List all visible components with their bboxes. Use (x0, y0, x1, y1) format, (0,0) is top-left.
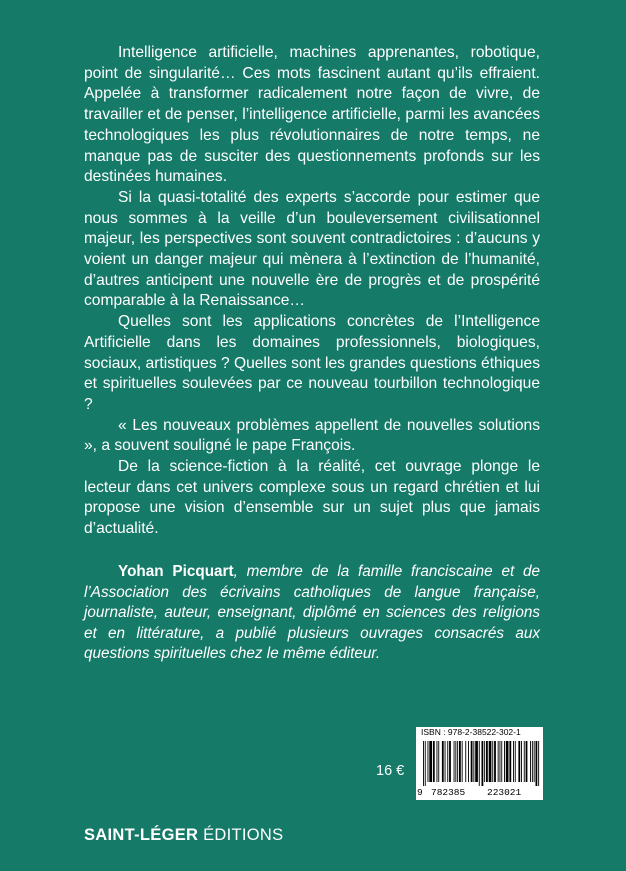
barcode-bar (530, 741, 531, 782)
summary-paragraph-1: Intelligence artificielle, machines apprenantes, robotique, point de singularité… Ces mots fascinent autant qu’ils effraient. Appelée à transformer radicalement notre façon de vivre, de travailler et de penser, l’intelligence artificielle, parmi les avancées technologiques les plus révolutionnaires de notre temps, ne manque pas de susciter des questionnements profonds sur les destinées humaines. (84, 44, 540, 186)
publisher-suffix: ÉDITIONS (198, 826, 284, 844)
summary-paragraph-3: Quelles sont les applications concrètes de l’Intelligence Artificielle dans les domaines professionnels, biologiques, sociaux, artistiques ? Quelles sont les grandes questions éthiques et spirituelles soulevées par ce nouveau tourbillon technologique ? (84, 313, 540, 413)
barcode-bar (501, 741, 502, 782)
summary-paragraph-5: De la science-fiction à la réalité, cet ouvrage plonge le lecteur dans cet univers complexe sous un regard chrétien et lui propose une vision d’ensemble sur un sujet plus que jamais d’actualité. (84, 458, 540, 538)
barcode-bar (515, 741, 516, 782)
barcode-first-digit: 9 (417, 787, 423, 798)
barcode-bar (534, 741, 535, 782)
summary-text (84, 43, 540, 540)
barcode-bar (489, 741, 492, 782)
barcode-bar (454, 741, 455, 782)
barcode-bar (425, 741, 426, 786)
barcode-bar (437, 741, 438, 782)
barcode-bar (457, 741, 458, 782)
barcode-bar (447, 741, 448, 782)
barcode-bar (521, 741, 522, 782)
barcode-bar (459, 741, 461, 782)
barcode-bar (513, 741, 514, 782)
barcode-bar (518, 741, 520, 782)
barcode-bar (524, 741, 525, 782)
barcode-bar (438, 741, 439, 782)
summary-paragraph-4: « Les nouveaux problèmes appellent de nouvelles solutions », a souvent souligné le pape François. (84, 416, 540, 455)
barcode-bar (536, 741, 538, 786)
barcode-left-group: 782385 (431, 787, 466, 798)
barcode-bar (455, 741, 456, 782)
author-description: , membre de la famille franciscaine et de l’Association des écrivains catholiques de langue française, journaliste, auteur, enseignant, diplômé en sciences des religions et en littérature, a publié plusieurs ouvrages consacrés aux questions spirituelles chez le même éditeur. (84, 563, 541, 663)
barcode-bar (423, 741, 424, 786)
summary-paragraph-2: Si la quasi-totalité des experts s’accorde pour estimer que nous sommes à la veille d’un bouleversement civilisationnel majeur, les perspectives sont souvent contradictoires : d’aucuns y voient un danger majeur qui mènera à l’extinction de l’humanité, d’autres anticipent une nouvelle ère de progrès et de prospérité comparable à la Renaissance… (84, 188, 540, 310)
author-bio-paragraph (84, 562, 540, 665)
barcode-bar (468, 741, 469, 782)
barcode-bar (479, 741, 480, 786)
barcode-bar (428, 741, 429, 782)
author-bio (84, 562, 540, 665)
author-name: Yohan Picquart (118, 563, 234, 580)
price: 16 € (376, 763, 405, 779)
barcode-bar (445, 741, 446, 782)
barcode-bar (492, 741, 493, 782)
barcode-bar (462, 741, 463, 782)
isbn-block (416, 727, 543, 800)
barcode-bar (433, 741, 435, 782)
barcode-image (421, 741, 541, 786)
barcode-bar (486, 741, 488, 782)
barcode-bar (465, 741, 466, 782)
barcode-bar (494, 741, 496, 782)
barcode-bar (506, 741, 509, 782)
barcode-bar (475, 741, 478, 782)
barcode-right-group: 223021 (487, 787, 522, 798)
barcode-bar (449, 741, 451, 782)
barcode-bar (473, 741, 474, 782)
barcode-bar (500, 741, 501, 782)
barcode-bar (532, 741, 533, 782)
isbn-label: ISBN : 978-2-38522-302-1 (421, 727, 521, 737)
barcode-bar (498, 741, 499, 782)
barcode-bar (538, 741, 539, 786)
barcode-bar (471, 741, 473, 782)
barcode-bar (526, 741, 528, 782)
barcode-bar (484, 741, 485, 782)
barcode-bar (429, 741, 432, 782)
barcode-bar (509, 741, 511, 782)
publisher-logo (84, 825, 283, 845)
publisher-name: SAINT-LÉGER (84, 826, 199, 844)
barcode-bar (504, 741, 505, 782)
barcode-bar (442, 741, 444, 782)
barcode-bar (482, 741, 484, 786)
